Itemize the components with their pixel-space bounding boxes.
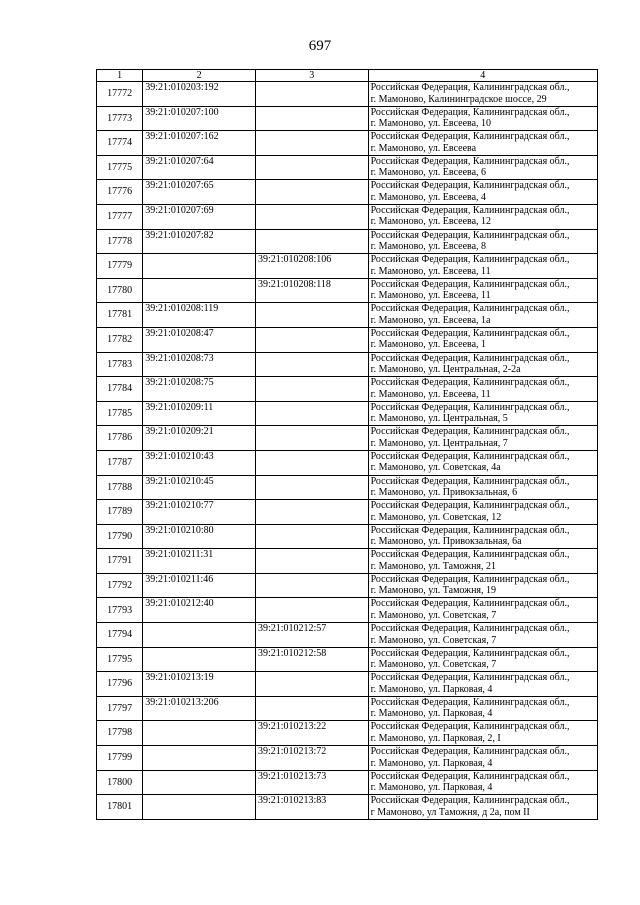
row-number: 17792	[97, 573, 143, 598]
address-cell	[368, 106, 597, 131]
cadastral-number-col3	[255, 524, 368, 549]
header-col-4: 4	[368, 70, 597, 82]
address-line-2: г. Мамоново, ул. Евсеева, 11	[370, 265, 491, 277]
table-row	[97, 106, 598, 131]
address-line-2: г. Мамоново, ул. Евсеева, 10	[370, 118, 492, 130]
address-line-2: г. Мамоново, ул. Советская, 7	[370, 609, 497, 621]
cadastral-number-col3: 39:21:010208:118	[255, 278, 368, 303]
address-line-2: г. Мамоново, ул. Евсеева, 8	[370, 241, 487, 253]
table-body	[97, 82, 598, 820]
table-row	[97, 229, 598, 254]
cadastral-number-col2: 39:21:010209:21	[143, 426, 256, 451]
address-line-1: Российская Федерация, Калининградская обл.,	[370, 623, 570, 635]
address-cell	[368, 352, 597, 377]
cadastral-number-col3: 39:21:010213:73	[255, 770, 368, 795]
table-row	[97, 352, 598, 377]
row-number: 17787	[97, 450, 143, 475]
table-row	[97, 524, 598, 549]
address-line-1: Российская Федерация, Калининградская обл.,	[370, 524, 570, 536]
table-row	[97, 180, 598, 205]
address-cell	[368, 696, 597, 721]
table-row	[97, 573, 598, 598]
cadastral-number-col3	[255, 500, 368, 525]
row-number: 17786	[97, 426, 143, 451]
row-number: 17772	[97, 82, 143, 107]
cadastral-number-col2: 39:21:010207:162	[143, 131, 256, 156]
cadastral-number-col3	[255, 377, 368, 402]
address-cell	[368, 180, 597, 205]
cadastral-number-col3	[255, 303, 368, 328]
cadastral-number-col2: 39:21:010207:65	[143, 180, 256, 205]
cadastral-number-col2: 39:21:010210:77	[143, 500, 256, 525]
address-cell	[368, 82, 597, 107]
address-line-1: Российская Федерация, Калининградская обл.,	[370, 795, 570, 807]
row-number: 17778	[97, 229, 143, 254]
cadastral-number-col2: 39:21:010208:47	[143, 327, 256, 352]
cadastral-number-col2: 39:21:010207:82	[143, 229, 256, 254]
cadastral-number-col3	[255, 401, 368, 426]
address-line-2: г. Мамоново, ул. Евсеева, 11	[370, 388, 491, 400]
table-row	[97, 721, 598, 746]
cadastral-number-col3	[255, 672, 368, 697]
address-cell	[368, 327, 597, 352]
address-line-1: Российская Федерация, Калининградская обл.,	[370, 573, 570, 585]
cadastral-number-col2: 39:21:010207:64	[143, 155, 256, 180]
address-line-2: г. Мамоново, ул. Евсеева, 11	[370, 290, 491, 302]
cadastral-number-col2: 39:21:010208:75	[143, 377, 256, 402]
row-number: 17784	[97, 377, 143, 402]
cadastral-number-col3: 39:21:010213:72	[255, 746, 368, 771]
address-line-2: г. Мамоново, ул. Евсеева	[370, 142, 477, 154]
row-number: 17782	[97, 327, 143, 352]
address-line-1: Российская Федерация, Калининградская обл.,	[370, 426, 570, 438]
table-row	[97, 623, 598, 648]
address-cell	[368, 204, 597, 229]
table-row	[97, 795, 598, 820]
row-number: 17793	[97, 598, 143, 623]
address-line-2: г. Мамоново, ул. Привокзальная, 6а	[370, 536, 522, 548]
table-row	[97, 401, 598, 426]
cadastral-number-col3: 39:21:010212:58	[255, 647, 368, 672]
table-row	[97, 500, 598, 525]
row-number: 17796	[97, 672, 143, 697]
address-line-1: Российская Федерация, Калининградская обл.,	[370, 254, 570, 266]
address-line-2: г. Мамоново, ул. Евсеева, 6	[370, 167, 487, 179]
table-row	[97, 155, 598, 180]
cadastral-number-col3: 39:21:010213:22	[255, 721, 368, 746]
cadastral-number-col2	[143, 746, 256, 771]
address-line-1: Российская Федерация, Калининградская обл.,	[370, 475, 570, 487]
address-line-1: Российская Федерация, Калининградская обл.,	[370, 131, 570, 143]
address-line-1: Российская Федерация, Калининградская обл.,	[370, 352, 570, 364]
row-number: 17797	[97, 696, 143, 721]
table-row	[97, 327, 598, 352]
cadastral-number-col3	[255, 450, 368, 475]
address-cell	[368, 623, 597, 648]
address-line-2: г. Мамоново, ул. Таможня, 19	[370, 585, 497, 597]
address-cell	[368, 278, 597, 303]
address-line-2: г. Мамоново, ул. Евсеева, 1а	[370, 314, 491, 326]
cadastral-number-col2: 39:21:010207:69	[143, 204, 256, 229]
address-line-1: Российская Федерация, Калининградская обл.,	[370, 598, 570, 610]
row-number: 17781	[97, 303, 143, 328]
cadastral-number-col2: 39:21:010209:11	[143, 401, 256, 426]
address-line-2: г. Мамоново, ул. Таможня, 21	[370, 560, 497, 572]
row-number: 17773	[97, 106, 143, 131]
address-line-2: г. Мамоново, ул. Центральная, 7	[370, 437, 508, 449]
table-row	[97, 672, 598, 697]
cadastral-number-col3: 39:21:010208:106	[255, 254, 368, 279]
cadastral-number-col2	[143, 647, 256, 672]
cadastral-number-col2: 39:21:010211:46	[143, 573, 256, 598]
address-cell	[368, 303, 597, 328]
table-row	[97, 549, 598, 574]
address-line-2: г. Мамоново, ул. Советская, 12	[370, 511, 502, 523]
address-line-2: г. Мамоново, ул. Евсеева, 1	[370, 339, 487, 351]
address-line-2: г. Мамоново, ул. Советская, 7	[370, 634, 497, 646]
registry-table	[96, 69, 598, 820]
row-number: 17785	[97, 401, 143, 426]
row-number: 17780	[97, 278, 143, 303]
table-row	[97, 131, 598, 156]
address-cell	[368, 377, 597, 402]
row-number: 17789	[97, 500, 143, 525]
address-line-1: Российская Федерация, Калининградская обл.,	[370, 377, 570, 389]
address-line-2: г. Мамоново, ул. Центральная, 2-2а	[370, 364, 521, 376]
address-line-2: г Мамоново, ул Таможня, д 2а, пом II	[370, 806, 530, 818]
table-row	[97, 598, 598, 623]
table-row	[97, 377, 598, 402]
address-cell	[368, 721, 597, 746]
page-number: 697	[308, 38, 332, 54]
table-row	[97, 746, 598, 771]
table-row	[97, 450, 598, 475]
cadastral-number-col3	[255, 475, 368, 500]
address-line-2: г. Мамоново, ул. Парковая, 4	[370, 708, 493, 720]
row-number: 17800	[97, 770, 143, 795]
address-line-1: Российская Федерация, Калининградская обл.,	[370, 672, 570, 684]
table-header-row	[97, 70, 598, 82]
address-line-2: г. Мамоново, ул. Советская, 7	[370, 659, 497, 671]
row-number: 17795	[97, 647, 143, 672]
address-cell	[368, 549, 597, 574]
cadastral-number-col3	[255, 352, 368, 377]
cadastral-number-col3	[255, 327, 368, 352]
cadastral-number-col3	[255, 696, 368, 721]
cadastral-number-col3: 39:21:010212:57	[255, 623, 368, 648]
header-col-3: 3	[255, 70, 368, 82]
address-cell	[368, 573, 597, 598]
cadastral-number-col2: 39:21:010207:100	[143, 106, 256, 131]
cadastral-number-col2: 39:21:010210:45	[143, 475, 256, 500]
address-line-1: Российская Федерация, Калининградская обл.,	[370, 106, 570, 118]
row-number: 17798	[97, 721, 143, 746]
address-line-2: г. Мамоново, Калининградское шоссе, 29	[370, 93, 547, 105]
row-number: 17777	[97, 204, 143, 229]
table-row	[97, 204, 598, 229]
header-col-1: 1	[97, 70, 143, 82]
address-cell	[368, 795, 597, 820]
address-line-1: Российская Федерация, Калининградская обл.,	[370, 721, 570, 733]
row-number: 17791	[97, 549, 143, 574]
row-number: 17794	[97, 623, 143, 648]
address-cell	[368, 746, 597, 771]
address-cell	[368, 229, 597, 254]
table-row	[97, 696, 598, 721]
address-cell	[368, 647, 597, 672]
table-row	[97, 475, 598, 500]
address-line-2: г. Мамоново, ул. Парковая, 4	[370, 757, 493, 769]
address-line-1: Российская Федерация, Калининградская обл.,	[370, 303, 570, 315]
row-number: 17783	[97, 352, 143, 377]
row-number: 17776	[97, 180, 143, 205]
address-cell	[368, 401, 597, 426]
table-row	[97, 647, 598, 672]
cadastral-number-col2	[143, 623, 256, 648]
address-line-1: Российская Федерация, Калининградская обл.,	[370, 229, 570, 241]
row-number: 17790	[97, 524, 143, 549]
cadastral-number-col2: 39:21:010210:43	[143, 450, 256, 475]
address-cell	[368, 770, 597, 795]
address-line-1: Российская Федерация, Калининградская обл.,	[370, 770, 570, 782]
address-line-1: Российская Федерация, Калининградская обл.,	[370, 450, 570, 462]
address-line-2: г. Мамоново, ул. Привокзальная, 6	[370, 487, 518, 498]
address-line-1: Российская Федерация, Калининградская обл.,	[370, 204, 570, 216]
row-number: 17799	[97, 746, 143, 771]
cadastral-number-col2: 39:21:010213:206	[143, 696, 256, 721]
cadastral-number-col2: 39:21:010212:40	[143, 598, 256, 623]
row-number: 17779	[97, 254, 143, 279]
address-line-2: г. Мамоново, ул. Советская, 4а	[370, 462, 501, 474]
cadastral-number-col3: 39:21:010213:83	[255, 795, 368, 820]
address-cell	[368, 524, 597, 549]
address-cell	[368, 598, 597, 623]
cadastral-number-col3	[255, 82, 368, 107]
address-line-1: Российская Федерация, Калининградская обл.,	[370, 549, 570, 561]
address-line-1: Российская Федерация, Калининградская обл.,	[370, 696, 570, 708]
cadastral-number-col2: 39:21:010208:73	[143, 352, 256, 377]
address-cell	[368, 672, 597, 697]
cadastral-number-col2: 39:21:010211:31	[143, 549, 256, 574]
address-cell	[368, 131, 597, 156]
address-line-2: г. Мамоново, ул. Евсеева, 12	[370, 216, 492, 228]
address-line-1: Российская Федерация, Калининградская обл.,	[370, 500, 570, 512]
address-line-1: Российская Федерация, Калининградская обл.,	[370, 82, 570, 93]
cadastral-number-col3	[255, 131, 368, 156]
address-cell	[368, 500, 597, 525]
cadastral-number-col3	[255, 549, 368, 574]
cadastral-number-col2: 39:21:010213:19	[143, 672, 256, 697]
cadastral-number-col3	[255, 598, 368, 623]
address-cell	[368, 155, 597, 180]
row-number: 17774	[97, 131, 143, 156]
row-number: 17775	[97, 155, 143, 180]
cadastral-number-col3	[255, 426, 368, 451]
address-line-2: г. Мамоново, ул. Парковая, 4	[370, 782, 493, 794]
address-cell	[368, 475, 597, 500]
table-row	[97, 426, 598, 451]
cadastral-number-col3	[255, 229, 368, 254]
header-col-2: 2	[143, 70, 256, 82]
table-row	[97, 82, 598, 107]
address-line-1: Российская Федерация, Калининградская обл.,	[370, 155, 570, 167]
row-number: 17801	[97, 795, 143, 820]
address-line-1: Российская Федерация, Калининградская обл.,	[370, 401, 570, 413]
cadastral-number-col2	[143, 721, 256, 746]
cadastral-number-col2	[143, 254, 256, 279]
cadastral-number-col2: 39:21:010210:80	[143, 524, 256, 549]
address-cell	[368, 426, 597, 451]
address-line-1: Российская Федерация, Калининградская обл.,	[370, 278, 570, 290]
table-row	[97, 303, 598, 328]
address-line-1: Российская Федерация, Калининградская обл.,	[370, 647, 570, 659]
table-row	[97, 770, 598, 795]
address-line-2: г. Мамоново, ул. Парковая, 2, I	[370, 732, 501, 744]
cadastral-number-col2	[143, 278, 256, 303]
cadastral-number-col2: 39:21:010203:192	[143, 82, 256, 107]
address-line-1: Российская Федерация, Калининградская обл.,	[370, 746, 570, 758]
address-line-1: Российская Федерация, Калининградская обл.,	[370, 180, 570, 192]
cadastral-number-col3	[255, 106, 368, 131]
address-line-2: г. Мамоново, ул. Евсеева, 4	[370, 191, 487, 203]
cadastral-number-col2: 39:21:010208:119	[143, 303, 256, 328]
cadastral-number-col2	[143, 795, 256, 820]
cadastral-number-col3	[255, 180, 368, 205]
address-line-1: Российская Федерация, Калининградская обл.,	[370, 327, 570, 339]
cadastral-number-col2	[143, 770, 256, 795]
address-line-2: г. Мамоново, ул. Центральная, 5	[370, 413, 508, 425]
cadastral-number-col3	[255, 204, 368, 229]
cadastral-number-col3	[255, 573, 368, 598]
address-cell	[368, 450, 597, 475]
address-line-2: г. Мамоново, ул. Парковая, 4	[370, 683, 493, 695]
cadastral-number-col3	[255, 155, 368, 180]
table-row	[97, 278, 598, 303]
address-cell	[368, 254, 597, 279]
table-row	[97, 254, 598, 279]
row-number: 17788	[97, 475, 143, 500]
